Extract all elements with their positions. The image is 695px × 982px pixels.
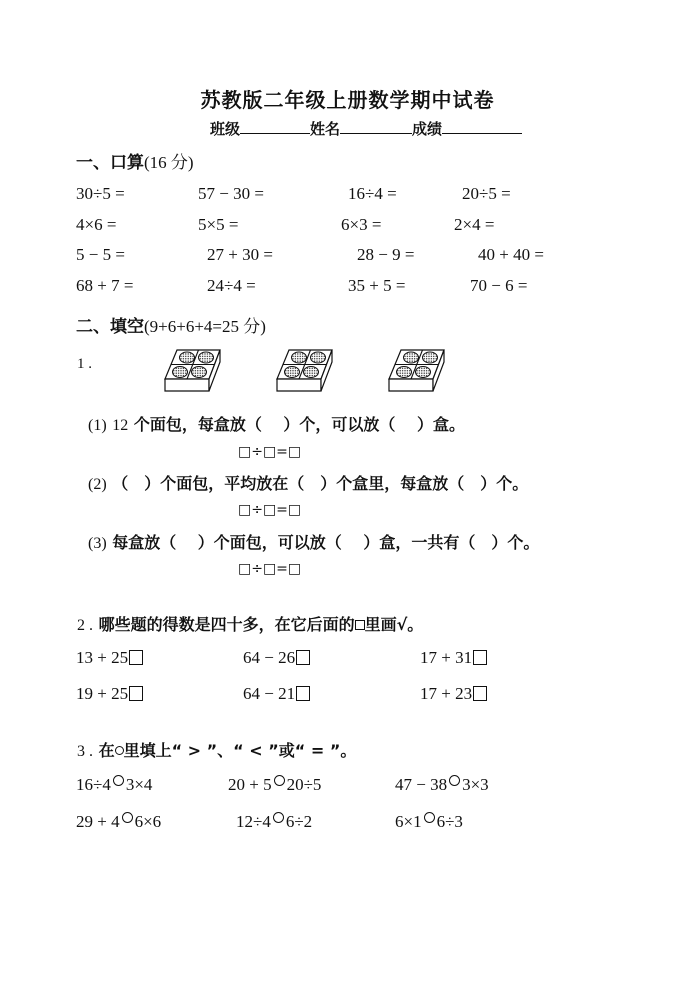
q3-item [236, 812, 312, 832]
equation: 30÷5 = [76, 184, 125, 203]
name-blank[interactable] [340, 119, 412, 134]
answer-box[interactable] [473, 686, 487, 701]
equation: 57 − 30 = [198, 184, 264, 203]
q1-sub1-formula[interactable]: □÷□=□ [238, 444, 302, 460]
q1-sub3-formula[interactable]: □÷□=□ [238, 561, 302, 577]
compare-circle[interactable] [449, 775, 460, 786]
small-circle-icon [115, 746, 124, 755]
equation: 5×5 = [198, 215, 239, 234]
right-expression: 6÷3 [436, 812, 463, 831]
answer-box[interactable] [129, 650, 143, 665]
left-expression: 47 − 38 [395, 775, 448, 794]
section1-points: (16 分) [144, 153, 194, 172]
right-expression: 3×3 [462, 775, 489, 794]
section2-title: 二、填空 [76, 317, 144, 337]
equation: 68 + 7 = [76, 276, 134, 295]
sub-number: 12 [112, 417, 129, 434]
q2-number: 2 . [77, 617, 93, 634]
equation: 70 − 6 = [470, 276, 528, 295]
expression: 17 + 31 [420, 648, 473, 667]
q1-sub2 [88, 471, 528, 494]
expression: 17 + 23 [420, 684, 473, 703]
answer-box[interactable] [129, 686, 143, 701]
score-blank[interactable] [442, 119, 522, 134]
equation: 28 − 9 = [357, 245, 415, 264]
q2-text-b: 里画√。 [364, 615, 424, 634]
equation: 40 + 40 = [478, 245, 544, 264]
equation: 4×6 = [76, 215, 117, 234]
exam-title: 苏教版二年级上册数学期中试卷 [200, 88, 495, 112]
section2-points: (9+6+6+4=25 分) [144, 317, 266, 336]
expression: 64 − 26 [243, 648, 296, 667]
left-expression: 12÷4 [236, 812, 271, 831]
sub-label: (2) [88, 476, 107, 493]
q2-prompt [77, 612, 423, 635]
q2-item [243, 648, 310, 668]
class-blank[interactable] [240, 119, 310, 134]
expression: 19 + 25 [76, 684, 129, 703]
q2-item [420, 648, 487, 668]
q1-sub1 [88, 412, 465, 435]
left-expression: 29 + 4 [76, 812, 120, 831]
section1-title: 一、口算 [76, 153, 144, 173]
left-expression: 16÷4 [76, 775, 111, 794]
section2-heading [76, 312, 266, 337]
left-expression: 6×1 [395, 812, 422, 831]
q3-text-a: 在 [98, 741, 115, 760]
left-expression: 20 + 5 [228, 775, 272, 794]
bread-box-tray-icon [163, 348, 225, 394]
sub-text: （ ）个面包，平均放在（ ）个盒里，每盒放（ ）个。 [112, 474, 529, 493]
bread-box-tray-icon [275, 348, 337, 394]
compare-circle[interactable] [274, 775, 285, 786]
q3-number: 3 . [77, 743, 93, 760]
sub-label: (3) [88, 535, 107, 552]
q2-text-a: 哪些题的得数是四十多，在它后面的 [98, 615, 355, 634]
expression: 13 + 25 [76, 648, 129, 667]
answer-box[interactable] [473, 650, 487, 665]
class-field [210, 118, 522, 139]
sub-text: 个面包，每盒放（ ）个，可以放（ ）盒。 [133, 415, 465, 434]
class-label: 班级 [210, 120, 241, 138]
q2-item [76, 684, 143, 704]
score-label: 成绩 [412, 120, 443, 138]
q2-item [76, 648, 143, 668]
q3-item [395, 775, 489, 795]
right-expression: 6×6 [134, 812, 162, 831]
section1-heading [76, 148, 194, 173]
name-label: 姓名 [310, 120, 341, 138]
equation: 5 − 5 = [76, 245, 125, 264]
q2-item [420, 684, 487, 704]
equation: 35 + 5 = [348, 276, 406, 295]
compare-circle[interactable] [122, 812, 133, 823]
small-box-icon [355, 620, 365, 630]
q1-sub2-formula[interactable]: □÷□=□ [238, 502, 302, 518]
answer-box[interactable] [296, 686, 310, 701]
q3-item [228, 775, 321, 795]
equation: 2×4 = [454, 215, 495, 234]
q3-item [76, 812, 161, 832]
expression: 64 − 21 [243, 684, 296, 703]
sub-text: 每盒放（ ）个面包，可以放（ ）盒，一共有（ ）个。 [112, 533, 540, 552]
q3-prompt [77, 738, 356, 761]
equation: 6×3 = [341, 215, 382, 234]
q2-item [243, 684, 310, 704]
q1-number: 1 . [77, 356, 92, 372]
equation: 27 + 30 = [207, 245, 273, 264]
q3-text-b: 里填上“ > ”、“ < ”或“ = ”。 [123, 741, 357, 760]
compare-circle[interactable] [424, 812, 435, 823]
q3-item [395, 812, 463, 832]
q3-item [76, 775, 152, 795]
equation: 16÷4 = [348, 184, 397, 203]
compare-circle[interactable] [273, 812, 284, 823]
q1-sub3 [88, 530, 539, 553]
equation: 24÷4 = [207, 276, 256, 295]
bread-box-tray-icon [387, 348, 449, 394]
sub-label: (1) [88, 417, 107, 434]
compare-circle[interactable] [113, 775, 124, 786]
equation: 20÷5 = [462, 184, 511, 203]
right-expression: 3×4 [125, 775, 153, 794]
right-expression: 6÷2 [285, 812, 313, 831]
answer-box[interactable] [296, 650, 310, 665]
right-expression: 20÷5 [286, 775, 322, 794]
